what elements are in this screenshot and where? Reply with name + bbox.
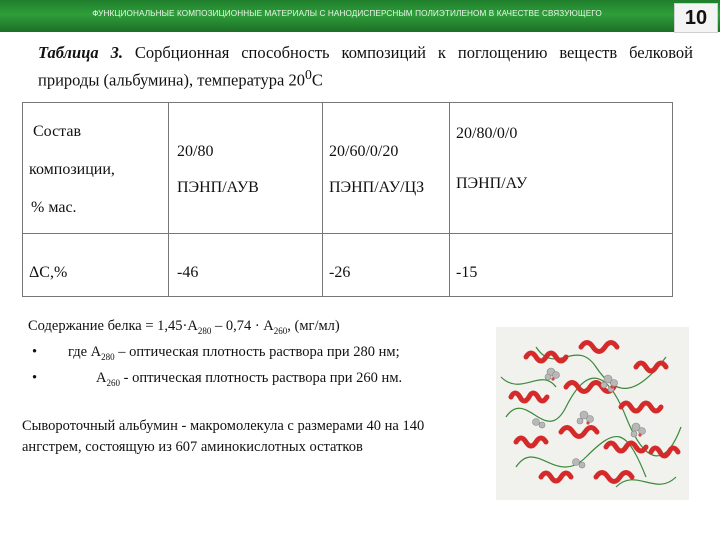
formula-prefix: Содержание белка = 1,45·А [28, 318, 198, 334]
col2-name: ПЭНП/АУ/ЦЗ [329, 179, 425, 196]
row-header-line2: композиции, [29, 161, 115, 178]
header-bar [0, 0, 720, 32]
table-cell-delta2 [323, 234, 450, 297]
table-cell-col3 [450, 103, 673, 234]
page-number: 10 [674, 3, 718, 33]
delta-value-3: -15 [456, 264, 478, 281]
list-item [28, 368, 402, 394]
delta-value-1: -46 [177, 264, 199, 281]
protein-formula [28, 316, 402, 394]
col2-ratio: 20/60/0/20 [329, 143, 399, 160]
formula-line [28, 316, 402, 342]
albumin-structure-image [496, 327, 689, 500]
list-item [28, 342, 402, 368]
bullet2-sub: 260 [106, 377, 120, 388]
table-cell-delta1 [169, 234, 323, 297]
col3-name: ПЭНП/АУ [456, 175, 528, 192]
table-row [23, 234, 673, 297]
caption-unit: С [311, 70, 323, 90]
formula-sub2: 260 [273, 325, 288, 336]
protein-ribbon-icon [496, 327, 689, 500]
row-header-line1: Состав [33, 123, 82, 140]
formula-mid: – 0,74 · А [211, 318, 274, 334]
bullet1-pre: где А [68, 343, 102, 360]
albumin-description: Сывороточный альбумин - макромолекула с размерами 40 на 140 ангстрем, состоящую из 607 аминокислотных остатков [22, 418, 425, 455]
bullet2-post: - оптическая плотность раствора при 260 нм. [119, 369, 403, 386]
sorption-table [22, 102, 673, 297]
table-cell-col2 [323, 103, 450, 234]
formula-sub1: 280 [197, 325, 212, 336]
caption-degree: 0 [304, 67, 312, 82]
bullet-icon: • [32, 369, 38, 386]
formula-suffix: , (мг/мл) [287, 318, 340, 334]
table-row [23, 103, 673, 234]
table-cell-delta-label [23, 234, 169, 297]
col3-ratio: 20/80/0/0 [456, 125, 518, 142]
caption-text: Сорбционная способность композиций к поглощению веществ белковой природы (альбумина), температура 20 [38, 43, 693, 90]
bullet1-post: – оптическая плотность раствора при 280 нм; [114, 343, 400, 360]
delta-value-2: -26 [329, 264, 351, 281]
col1-ratio: 20/80 [177, 143, 214, 160]
row-header-line3: % мас. [31, 199, 77, 216]
table-caption [38, 42, 693, 92]
delta-label: ΔC,% [29, 264, 68, 281]
bullet-icon: • [32, 343, 38, 360]
caption-label: Таблица 3. [38, 43, 123, 62]
table-cell-col1 [169, 103, 323, 234]
bullet2-pre: А [96, 369, 107, 386]
table-cell-delta3 [450, 234, 673, 297]
header-title: ФУНКЦИОНАЛЬНЫЕ КОМПОЗИЦИОННЫЕ МАТЕРИАЛЫ С НАНОДИСПЕРСНЫМ ПОЛИЭТИЛЕНОМ В КАЧЕСТВЕ СВЯЗУЮЩЕГО [92, 9, 602, 18]
bullet1-sub: 280 [101, 351, 115, 362]
col1-name: ПЭНП/АУВ [177, 179, 259, 196]
table-cell-header [23, 103, 169, 234]
